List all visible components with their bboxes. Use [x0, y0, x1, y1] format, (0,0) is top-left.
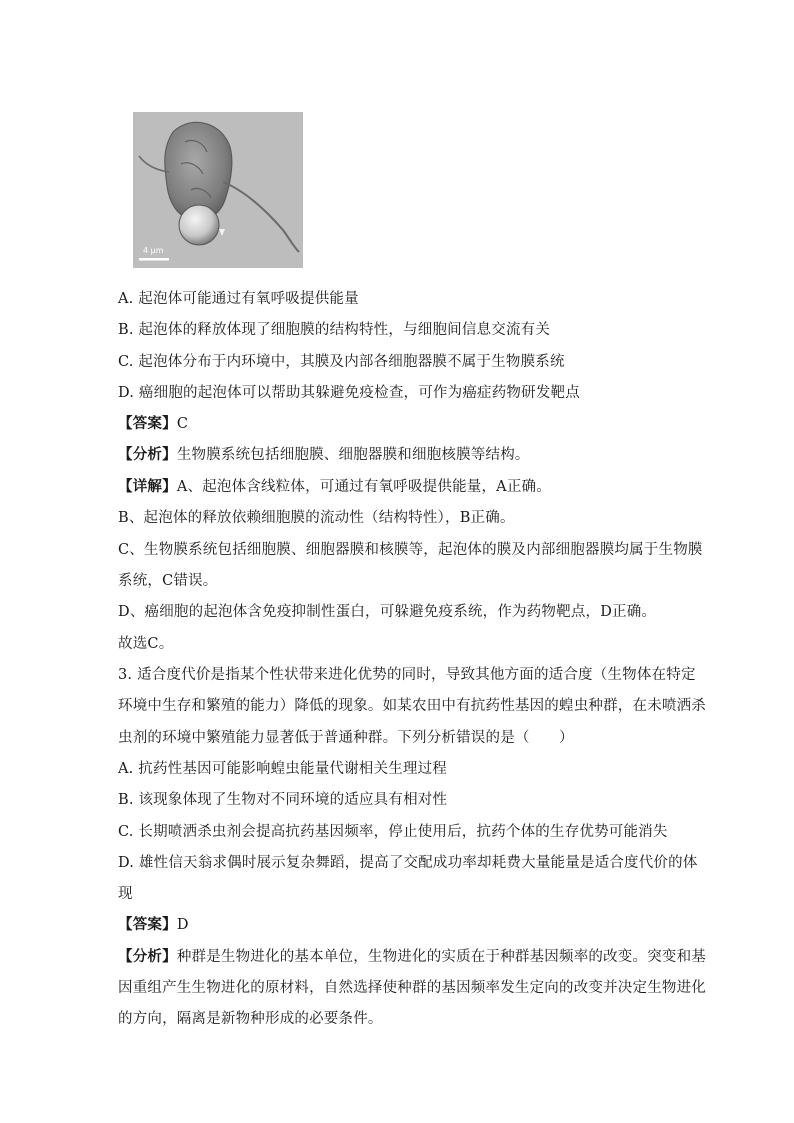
q2-detail-line-a	[118, 477, 688, 497]
q2-analysis-line	[118, 445, 688, 465]
cell-micrograph-figure	[133, 112, 303, 268]
q2-detail-line-b: B、起泡体的释放依赖细胞膜的流动性（结构特性），B正确。	[118, 510, 515, 526]
q2-detail-line-c2: 系统，C错误。	[118, 573, 218, 589]
q2-option-c: C. 起泡体分布于内环境中，其膜及内部各细胞器膜不属于生物膜系统	[118, 354, 565, 370]
q3-answer-tag: 【答案】	[118, 916, 177, 933]
q3-analysis-line-3: 的方向，隔离是新物种形成的必要条件。	[118, 1011, 383, 1027]
q3-option-a: A. 抗药性基因可能影响蝗虫能量代谢相关生理过程	[118, 761, 447, 777]
q3-analysis-tag: 【分析】	[118, 948, 177, 965]
q2-option-a: A. 起泡体可能通过有氧呼吸提供能量	[118, 291, 359, 307]
q2-detail-line-d: D、癌细胞的起泡体含免疫抑制性蛋白，可躲避免疫系统，作为药物靶点，D正确。	[118, 604, 657, 620]
micrograph-image	[133, 112, 303, 268]
q3-option-b: B. 该现象体现了生物对不同环境的适应具有相对性	[118, 792, 448, 808]
q3-answer-line	[118, 915, 688, 935]
q3-option-d-continued: 现	[118, 886, 133, 902]
q2-analysis-tag: 【分析】	[118, 446, 177, 463]
q2-option-b: B. 起泡体的释放体现了细胞膜的结构特性，与细胞间信息交流有关	[118, 322, 551, 338]
q2-analysis-text: 生物膜系统包括细胞膜、细胞器膜和细胞核膜等结构。	[176, 447, 530, 463]
q2-answer-tag: 【答案】	[118, 415, 177, 432]
q3-stem-line-1: 3. 适合度代价是指某个性状带来进化优势的同时，导致其他方面的适合度（生物体在特定	[118, 667, 696, 683]
q3-option-c: C. 长期喷洒杀虫剂会提高抗药基因频率，停止使用后，抗药个体的生存优势可能消失	[118, 824, 668, 840]
q3-stem-line-2: 环境中生存和繁殖的能力）降低的现象。如某农田中有抗药性基因的蝗虫种群，在未喷洒杀	[118, 698, 706, 714]
q3-analysis-line-2: 因重组产生生物进化的原材料，自然选择使种群的基因频率发生定向的改变并决定生物进化	[118, 980, 706, 996]
q3-analysis-text-1: 种群是生物进化的基本单位，生物进化的实质在于种群基因频率的改变。突变和基	[176, 949, 707, 965]
q2-answer-line	[118, 414, 688, 434]
q3-answer-value: D	[176, 917, 189, 933]
q2-detail-a-text: A、起泡体含线粒体，可通过有氧呼吸提供能量，A正确。	[176, 479, 551, 495]
q2-conclusion: 故选C。	[118, 636, 174, 652]
q2-detail-line-c1: C、生物膜系统包括细胞膜、细胞器膜和核膜等，起泡体的膜及内部细胞器膜均属于生物膜	[118, 542, 703, 558]
scale-bar-label: 4 μm	[143, 246, 164, 255]
q2-answer-value: C	[176, 416, 189, 432]
q3-option-d: D. 雄性信天翁求偶时展示复杂舞蹈，提高了交配成功率却耗费大量能量是适合度代价的体	[118, 855, 698, 871]
q2-detail-tag: 【详解】	[118, 478, 177, 495]
q3-analysis-line-1	[118, 947, 707, 967]
q3-stem-line-3: 虫剂的环境中繁殖能力显著低于普通种群。下列分析错误的是（ ）	[118, 730, 574, 746]
q2-option-d: D. 癌细胞的起泡体可以帮助其躲避免疫检查，可作为癌症药物研发靶点	[118, 385, 580, 401]
